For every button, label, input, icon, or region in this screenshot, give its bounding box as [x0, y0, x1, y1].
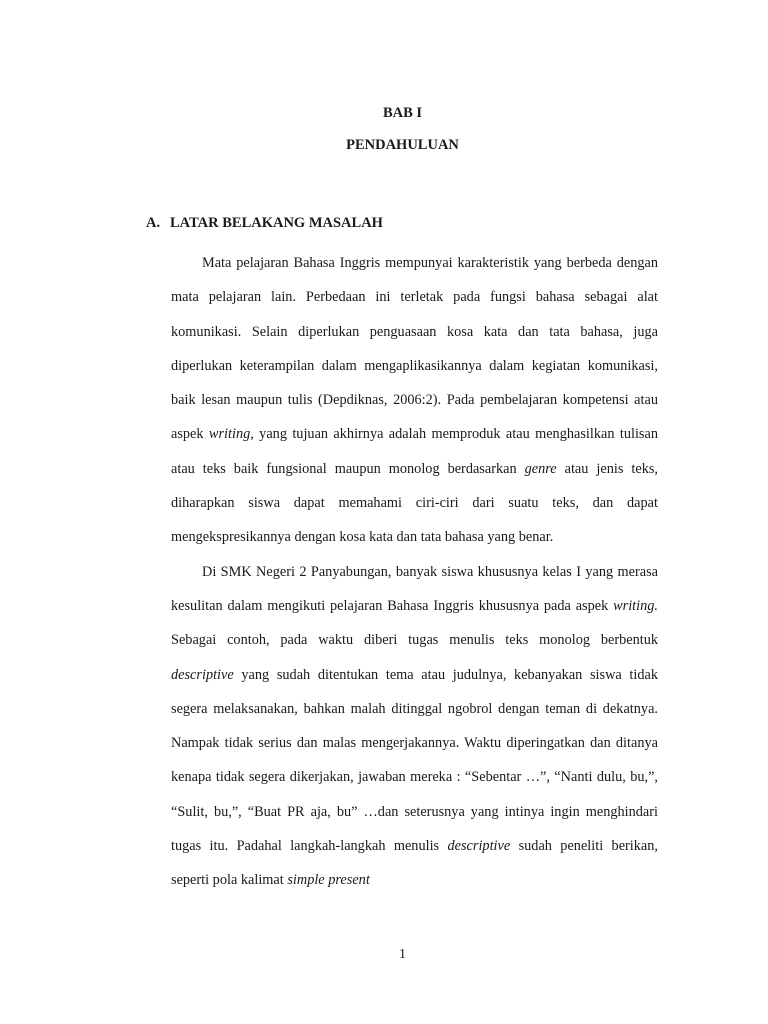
paragraph-2-text-4: sudah peneliti berikan, seperti pola kalimat: [171, 838, 658, 889]
paragraph-2-text-2: Sebagai contoh, pada waktu diberi tugas menulis teks monolog berbentuk: [171, 632, 658, 649]
chapter-title: PENDAHULUAN: [346, 137, 459, 153]
section-heading: [146, 215, 383, 232]
paragraph-2-italic-3: descriptive: [447, 838, 511, 855]
section-letter: A.: [146, 215, 161, 231]
paragraph-1: [171, 246, 658, 555]
paragraph-2-italic-2: descriptive: [171, 666, 234, 683]
paragraph-2-text-1: Di SMK Negeri 2 Panyabungan, banyak siswa khususnya kelas I yang merasa kesulitan dalam mengikuti pelajaran Bahasa Inggris khususnya pada aspek: [171, 563, 658, 614]
paragraph-2-italic-1: writing.: [613, 597, 658, 614]
page-number: 1: [399, 947, 406, 962]
paragraph-2: [171, 555, 658, 898]
body-text: [171, 246, 658, 898]
paragraph-1-text-1: Mata pelajaran Bahasa Inggris mempunyai karakteristik yang berbeda dengan mata pelajaran lain. Perbedaan ini terletak pada fungsi bahasa sebagai alat komunikasi. Selain diperlukan penguasaan kosa kata dan tata bahasa, juga diperlukan keterampilan dalam mengaplikasikannya dalam kegiatan komunikasi, baik lesan maupun tulis (Depdiknas, 2006:2). Pada pembelajaran kompetensi atau aspek: [171, 255, 658, 443]
section-title: LATAR BELAKANG MASALAH: [170, 215, 383, 231]
paragraph-2-text-3: yang sudah ditentukan tema atau judulnya, kebanyakan siswa tidak segera melaksanakan, bahkan malah ditinggal ngobrol dengan teman di dekatnya. Nampak tidak serius dan malas mengerjakannya. Waktu diperingatkan dan ditanya kenapa tidak segera dikerjakan, jawaban mereka : “Sebentar …”, “Nanti dulu, bu,”, “Sulit, bu,”, “Buat PR aja, bu” …dan seterusnya yang intinya ingin menghindari tugas itu. Padahal langkah-langkah menulis: [171, 666, 658, 855]
paragraph-1-italic-2: genre: [524, 460, 557, 477]
paragraph-2-italic-4: simple present: [287, 872, 370, 889]
chapter-number: BAB I: [382, 105, 423, 121]
paragraph-1-text-2: yang tujuan akhirnya adalah memproduk atau menghasilkan tulisan atau teks baik fungsional maupun monolog berdasarkan: [171, 426, 658, 477]
paragraph-1-italic-1: writing,: [208, 426, 254, 443]
paragraph-1-text-3: atau jenis teks, diharapkan siswa dapat memahami ciri-ciri dari suatu teks, dan dapat mengekspresikannya dengan kosa kata dan tata bahasa yang benar.: [171, 460, 658, 546]
